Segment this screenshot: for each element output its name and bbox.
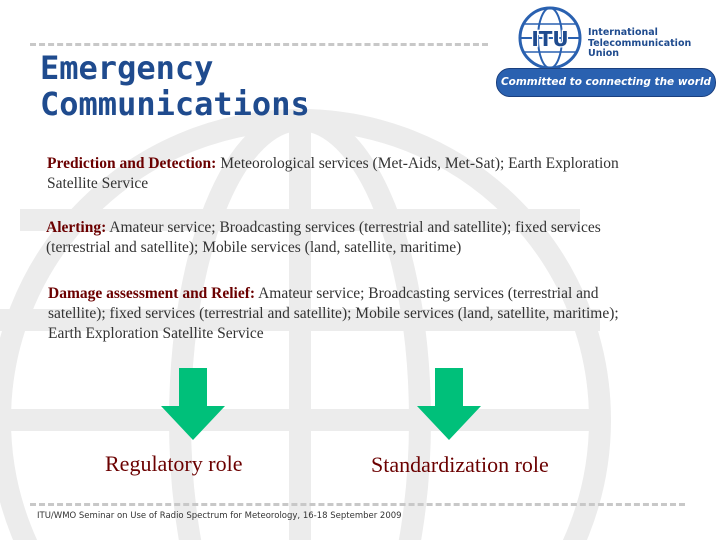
regulatory-role-label: Regulatory role — [105, 451, 243, 476]
itu-name — [588, 28, 691, 60]
page-title — [40, 50, 310, 122]
down-arrow-icon — [417, 368, 481, 440]
itu-name-line-1: International — [588, 27, 658, 38]
section-prediction-text: Meteorological services (Met-Aids, Met-Sat); Earth Exploration Satellite Service — [47, 155, 619, 192]
footer-divider — [30, 503, 685, 506]
itu-globe-icon — [516, 4, 584, 72]
section-damage-text: Amateur service; Broadcasting services (terrestrial and satellite); fixed services (terrestrial and satellite); Mobile services (land, satellite, maritime); Earth Exploration Satellite Service — [48, 285, 619, 342]
section-prediction-lead: Prediction and Detection: — [47, 155, 217, 172]
itu-name-line-3: Union — [588, 48, 620, 59]
itu-logo — [496, 4, 720, 96]
title-line-2: Communications — [40, 85, 310, 123]
down-arrow-icon — [161, 368, 225, 440]
section-prediction — [47, 154, 667, 194]
itu-abbrev: ITU — [531, 27, 569, 51]
itu-name-line-2: Telecommunication — [588, 37, 692, 49]
standardization-role-label: Standardization role — [371, 452, 549, 477]
itu-tagline: Committed to connecting the world — [496, 68, 716, 97]
title-line-1: Emergency — [40, 49, 214, 87]
section-damage-lead: Damage assessment and Relief: — [48, 285, 256, 302]
section-alerting — [46, 218, 656, 258]
section-alerting-lead: Alerting: — [46, 219, 107, 236]
section-alerting-text: Amateur service; Broadcasting services (terrestrial and satellite); fixed services (terrestrial and satellite); Mobile services (land, satellite, maritime) — [46, 219, 601, 256]
header-divider — [30, 43, 488, 46]
section-damage — [48, 284, 648, 344]
footer-text: ITU/WMO Seminar on Use of Radio Spectrum for Meteorology, 16-18 September 2009 — [37, 511, 402, 521]
